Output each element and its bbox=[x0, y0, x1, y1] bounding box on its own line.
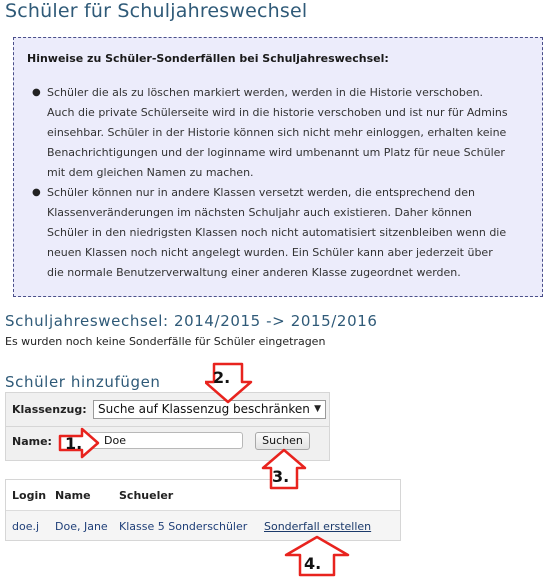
schoolyear-info: Es wurden noch keine Sonderfälle für Schüler eingetragen bbox=[5, 335, 326, 348]
notice-line: einsehbar. Schüler in der Historie können sich nicht mehr einloggen, erhalten keine bbox=[47, 126, 507, 139]
results-table bbox=[5, 479, 401, 541]
notice-item bbox=[27, 183, 528, 283]
search-button[interactable]: Suchen bbox=[255, 432, 310, 450]
notice-line: Schüler in den niedrigsten Klassen noch nicht automatisiert sitzenbleiben wenn die bbox=[47, 226, 507, 239]
bullet-icon: ● bbox=[32, 187, 41, 198]
notice-line: Schüler die als zu löschen markiert werden, werden in die Historie verschoben. bbox=[47, 86, 484, 99]
col-header-schueler: Schueler bbox=[119, 489, 174, 502]
notice-list bbox=[27, 83, 528, 283]
callout-3-label: 3. bbox=[272, 467, 290, 486]
notice-item bbox=[27, 83, 528, 183]
callout-2-label: 2. bbox=[213, 368, 231, 387]
klassenzug-select-value: Suche auf Klassenzug beschränken bbox=[98, 402, 310, 416]
callout-3-arrow bbox=[261, 448, 307, 490]
notice-line: Klassenveränderungen im nächsten Schuljahr auch existieren. Daher können bbox=[47, 206, 472, 219]
callout-1-label: 1. bbox=[65, 434, 83, 453]
create-special-case-link[interactable]: Sonderfall erstellen bbox=[264, 520, 372, 533]
notice-line: Schüler können nur in andere Klassen versetzt werden, die entsprechend den bbox=[47, 186, 475, 199]
add-student-title: Schüler hinzufügen bbox=[5, 373, 161, 391]
name-label: Name: bbox=[12, 435, 52, 448]
notice-heading: Hinweise zu Schüler-Sonderfällen bei Schuljahreswechsel: bbox=[27, 52, 389, 65]
chevron-down-icon: ▼ bbox=[314, 404, 321, 414]
col-header-login: Login bbox=[12, 489, 47, 502]
callout-4-label: 4. bbox=[304, 554, 322, 573]
klassenzug-label: Klassenzug: bbox=[12, 403, 87, 416]
bullet-icon: ● bbox=[32, 87, 41, 98]
schoolyear-title: Schuljahreswechsel: 2014/2015 -> 2015/2016 bbox=[5, 312, 378, 330]
name-input[interactable]: Doe bbox=[88, 432, 243, 449]
notice-line: mit dem gleichen Namen zu machen. bbox=[47, 166, 254, 179]
callout-4-arrow bbox=[282, 535, 352, 577]
notice-box bbox=[13, 37, 543, 297]
cell-name: Doe, Jane bbox=[55, 520, 108, 533]
cell-schueler: Klasse 5 Sonderschüler bbox=[119, 520, 248, 533]
cell-login: doe.j bbox=[12, 520, 40, 533]
notice-line: die normale Benutzerverwaltung einer anderen Klasse zugeordnet werden. bbox=[47, 266, 461, 279]
notice-line: Auch die private Schülerseite wird in die historie verschoben und ist nur für Admins bbox=[47, 106, 508, 119]
notice-line: Benachrichtigungen und der loginname wird umbenannt um Platz für neue Schüler bbox=[47, 146, 505, 159]
callout-2-arrow bbox=[205, 362, 253, 404]
col-header-name: Name bbox=[55, 489, 91, 502]
notice-line: neuen Klassen noch nicht angelegt wurden. Ein Schüler kann aber jederzeit über bbox=[47, 246, 493, 259]
form-divider bbox=[6, 426, 329, 427]
page-title: Schüler für Schuljahreswechsel bbox=[5, 0, 308, 22]
callout-1-arrow bbox=[58, 427, 100, 459]
